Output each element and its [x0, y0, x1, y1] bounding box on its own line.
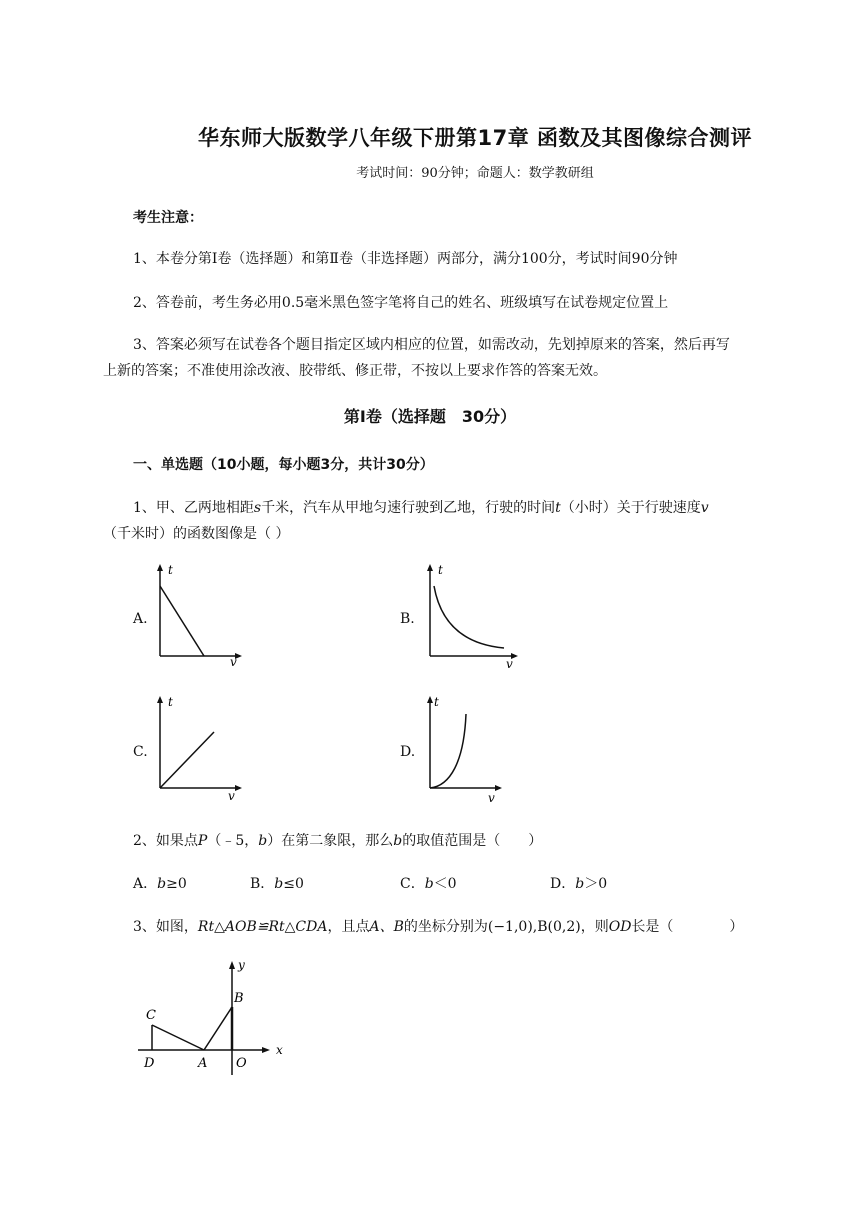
q2-var-p: P [197, 833, 208, 849]
q3-label-b: B [234, 991, 244, 1006]
q3-label-o: O [236, 1056, 247, 1071]
q3-points: A、B [369, 919, 404, 935]
q2-stem [133, 830, 542, 850]
q1-stem-line2: （千米时）的函数图像是（ ） [103, 526, 290, 542]
q1-stem-line1 [133, 497, 709, 517]
q3-figure [130, 955, 300, 1080]
q3-label-c: C [146, 1008, 156, 1023]
q1-graph-c-t-label: t [168, 695, 173, 709]
q1-var-t: t [555, 500, 561, 516]
notice-item-2: 2、答卷前，考生务必用0.5毫米黑色签字笔将自己的姓名、班级填写在试卷规定位置上 [133, 295, 669, 311]
section-title: 第I卷（选择题 30分） [343, 407, 517, 426]
q3-congruence: Rt△AOB≌Rt△CDA [197, 919, 328, 935]
q3-coords: (−1,0),B(0,2) [487, 919, 581, 935]
q2-var-b: b [258, 833, 268, 849]
notice-item-1: 1、本卷分第I卷（选择题）和第Ⅱ卷（非选择题）两部分，满分100分，考试时间90分钟 [133, 251, 678, 267]
q3-text-b: ，且点 [327, 919, 370, 935]
q2-text-d: 的取值范围是（ ） [402, 833, 543, 849]
q2-text-b: （﹣5， [207, 833, 259, 849]
q1-option-b-label: B. [400, 611, 415, 627]
q1-graph-b-t-label: t [438, 563, 443, 577]
q1-graph-d [420, 692, 520, 806]
q1-graph-a-t-label: t [168, 563, 173, 577]
q1-text-b: 千米，汽车从甲地匀速行驶到乙地，行驶的时间 [261, 500, 556, 516]
q1-option-d-label: D. [400, 744, 416, 760]
q2-text-a: 2、如果点 [133, 833, 198, 849]
q1-graph-d-t-label: t [434, 695, 439, 709]
notice-item-3: 3、答案必须写在试卷各个题目指定区域内相应的位置，如需改动，先划掉原来的答案，然后再写 [133, 337, 730, 353]
q2-option-b: B．b≤0 [250, 876, 304, 892]
notice-item-3-cont: 上新的答案；不准使用涂改液、胶带纸、修正带，不按以上要求作答的答案无效。 [103, 363, 607, 379]
q1-text-c: （小时）关于行驶速度 [560, 500, 701, 516]
page-title: 华东师大版数学八年级下册第17章 函数及其图像综合测评 [197, 126, 753, 150]
q2-option-a: A．b≥0 [133, 876, 187, 892]
notice-heading: 考生注意： [133, 210, 203, 226]
q1-graph-d-curve [430, 714, 466, 788]
q1-graph-a-v-label: v [230, 655, 237, 669]
q1-graph-b-curve [434, 586, 504, 648]
q3-text-c: 的坐标分别为 [403, 919, 488, 935]
q1-graph-a [150, 560, 250, 670]
q3-label-y: y [238, 958, 245, 972]
q1-graph-d-v-label: v [488, 791, 495, 805]
q3-text-a: 3、如图， [133, 919, 198, 935]
q2-var-b2: b [393, 833, 403, 849]
page-subtitle: 考试时间：90分钟；命题人：数学教研组 [356, 166, 594, 181]
q1-graph-c-line [160, 732, 214, 788]
q3-label-d: D [144, 1056, 155, 1071]
part-heading: 一、单选题（10小题，每小题3分，共计30分） [133, 457, 434, 473]
q1-var-v: v [700, 500, 709, 516]
q1-graph-c-v-label: v [228, 789, 235, 803]
q3-label-a: A [198, 1056, 208, 1071]
q3-text-e: 长是（ ） [631, 919, 744, 935]
q2-option-c: C．b＜0 [400, 876, 457, 892]
q1-text-a: 1、甲、乙两地相距 [133, 500, 254, 516]
q3-od: OD [608, 919, 632, 935]
q3-label-x: x [276, 1043, 283, 1057]
q1-graph-b-v-label: v [506, 657, 513, 671]
q3-stem [133, 916, 743, 936]
q2-text-c: ）在第二象限，那么 [267, 833, 394, 849]
q3-text-d: ，则 [580, 919, 609, 935]
q2-option-d: D．b＞0 [550, 876, 608, 892]
q1-graph-c [150, 692, 250, 804]
q1-option-c-label: C. [133, 744, 148, 760]
q1-graph-b [420, 560, 530, 672]
q1-graph-a-line [160, 586, 204, 656]
q1-var-s: s [253, 500, 262, 516]
q1-option-a-label: A. [133, 611, 148, 627]
